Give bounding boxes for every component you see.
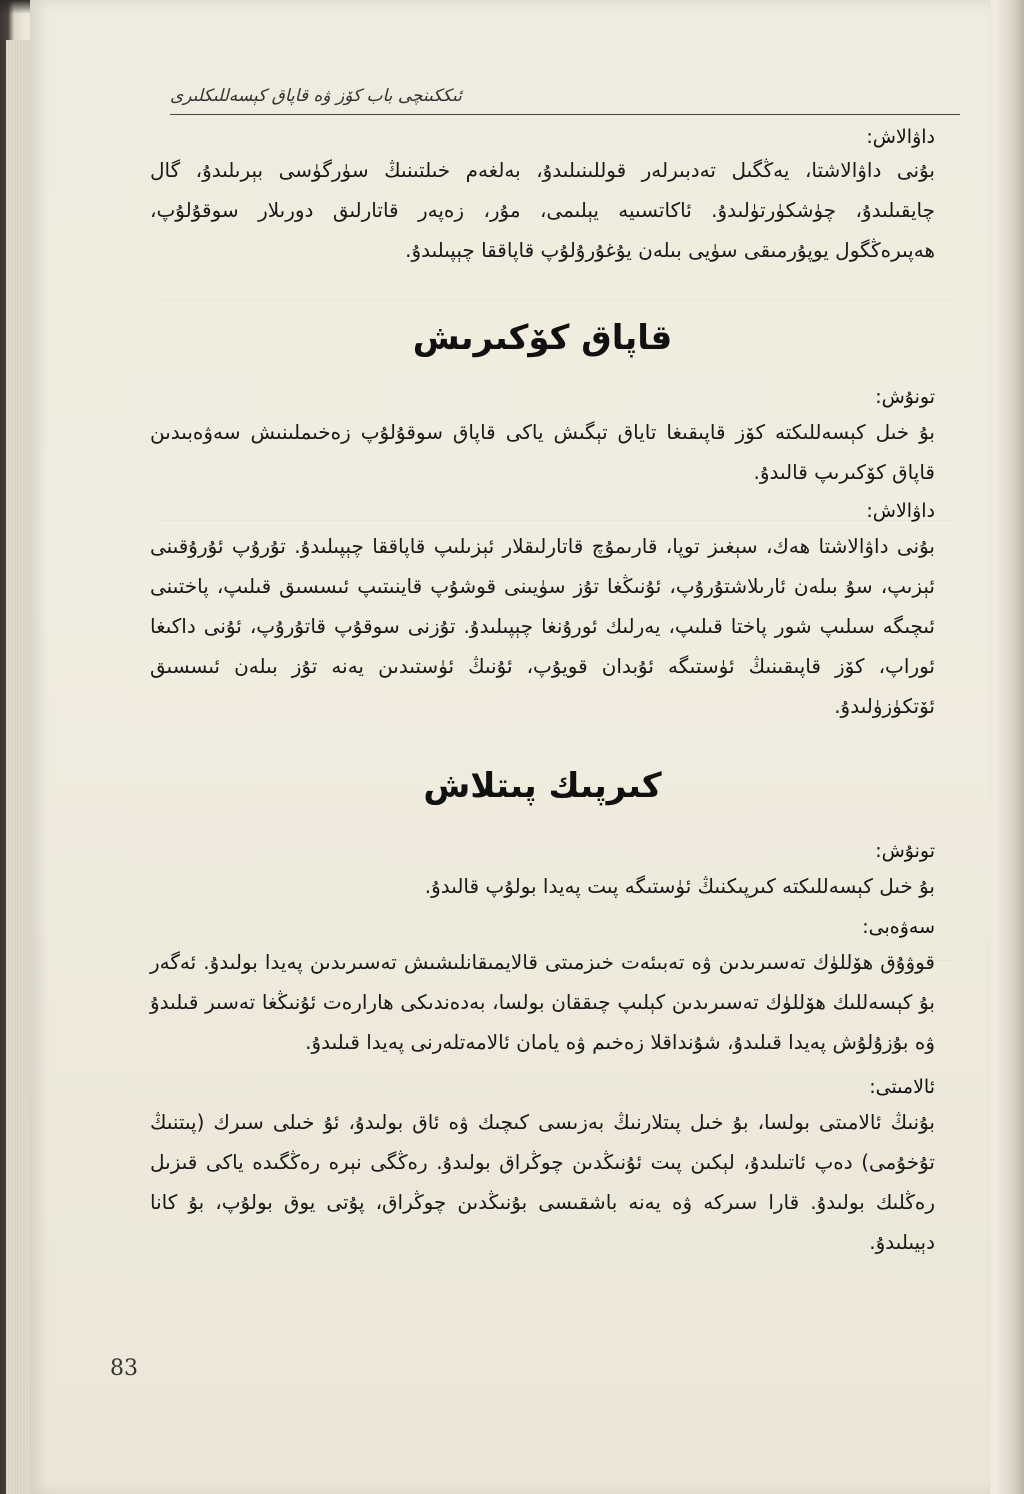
facing-page-edge — [984, 0, 1024, 1494]
page-number: 83 — [110, 1356, 138, 1381]
paragraph: بۇنى داۋالاشتا ھەك، سېغىز توپا، قارىمۇچ قاتارلىقلار ئېزىلىپ قاپاققا چېپىلىدۇ. تۇرۇپ ئۇرۇقىنى ئېزىپ، سۇ بىلەن ئارىلاشتۇرۇپ، ئۇنىڭغا تۇز سۈيىنى قوشۇپ قاينىتىپ ئىسسىق قىلىپ، پاختىنى ئىچىگە سىلىپ شور پاختا قىلىپ، يەرلىك ئورۇنغا چېپىلىدۇ. تۇزنى سوقۇپ قاتۇرۇپ، ئۇنى داكىغا ئوراپ، كۆز قاپىقىنىڭ ئۈستىگە ئۇبدان قويۇپ، ئۇنىڭ ئۈستىدىن يەنە تۇز بىلەن ئىسسىق ئۆتكۈزۈلىدۇ. — [150, 534, 935, 718]
paragraph: قوۋۇق ھۆللۈك تەسىرىدىن ۋە تەبىئەت خىزمىتى قالايمىقانلىشىش تەسىرىدىن پەيدا بولىدۇ. ئەگەر بۇ كېسەللىك ھۆللۈك تەسىرىدىن كېلىپ چىققان بولسا، بەدەندىكى ھارارەت ئۇنىڭغا تەسىر قىلىدۇ ۋە بۇزۇلۇش پەيدا قىلىدۇ، شۇنداقلا زەخىم ۋە يامان ئالامەتلەرنى پەيدا قىلىدۇ. — [150, 950, 935, 1054]
section-intro — [150, 122, 935, 270]
section-qapaq-kokrish — [150, 318, 935, 726]
section-label: داۋالاش: — [866, 126, 935, 148]
paragraph: بۇنىڭ ئالامىتى بولسا، بۇ خىل پىتلارنىڭ بەزىسى كىچىك ۋە ئاق بولىدۇ، ئۇ خىلى سىرك (پىتنىڭ تۇخۇمى) دەپ ئاتىلىدۇ، لېكىن پىت ئۇنىڭدىن چوڭراق بولىدۇ. رەڭگى نېرە رەڭگىدە ياكى قىزىل رەڭلىك بولىدۇ. قارا سىركە ۋە يەنە باشقىسى بۇنىڭدىن چوڭراق، پۇتى يوق بولۇپ، بۇ كانا دېيىلىدۇ. — [150, 1110, 935, 1254]
page-content — [150, 118, 935, 1262]
paragraph: بۇ خىل كېسەللىكتە كىرپىكنىڭ ئۈستىگە پىت پەيدا بولۇپ قالىدۇ. — [424, 874, 935, 898]
section-label: تونۇش: — [875, 386, 935, 408]
section-label: تونۇش: — [875, 840, 935, 862]
running-header — [170, 80, 960, 115]
section-label: داۋالاش: — [866, 500, 935, 522]
paragraph: بۇ خىل كېسەللىكتە كۆز قاپىقىغا تاياق تېگىش ياكى قاپاق سوقۇلۇپ زەخىملىنىش سەۋەبىدىن قاپاق كۆكىرىپ قالىدۇ. — [150, 420, 935, 484]
section-label: ئالامىتى: — [869, 1076, 935, 1098]
running-title: ئىككىنچى باب كۆز ۋە قاپاق كېسەللىكلىرى — [170, 86, 462, 106]
section-label: سەۋەبى: — [862, 916, 935, 938]
section-heading: قاپاق كۆكىرىش — [412, 318, 673, 358]
section-kirpik-pitlash — [150, 766, 935, 1262]
section-heading: كىرپىك پىتلاش — [423, 766, 662, 806]
paragraph: بۇنى داۋالاشتا، يەڭگىل تەدبىرلەر قوللىنىلىدۇ، بەلغەم خىلتىنىڭ سۈرگۈسى بېرىلىدۇ، گال چايقىلىدۇ، چۈشكۈرتۈلىدۇ. ئاكاتسىيە يېلىمى، مۇر، زەپەر قاتارلىق دورىلار سوقۇلۇپ، ھەپىرەڭگول يوپۇرمىقى سۈيى بىلەن يۇغۇرۇلۇپ قاپاققا چېپىلىدۇ. — [150, 158, 935, 262]
